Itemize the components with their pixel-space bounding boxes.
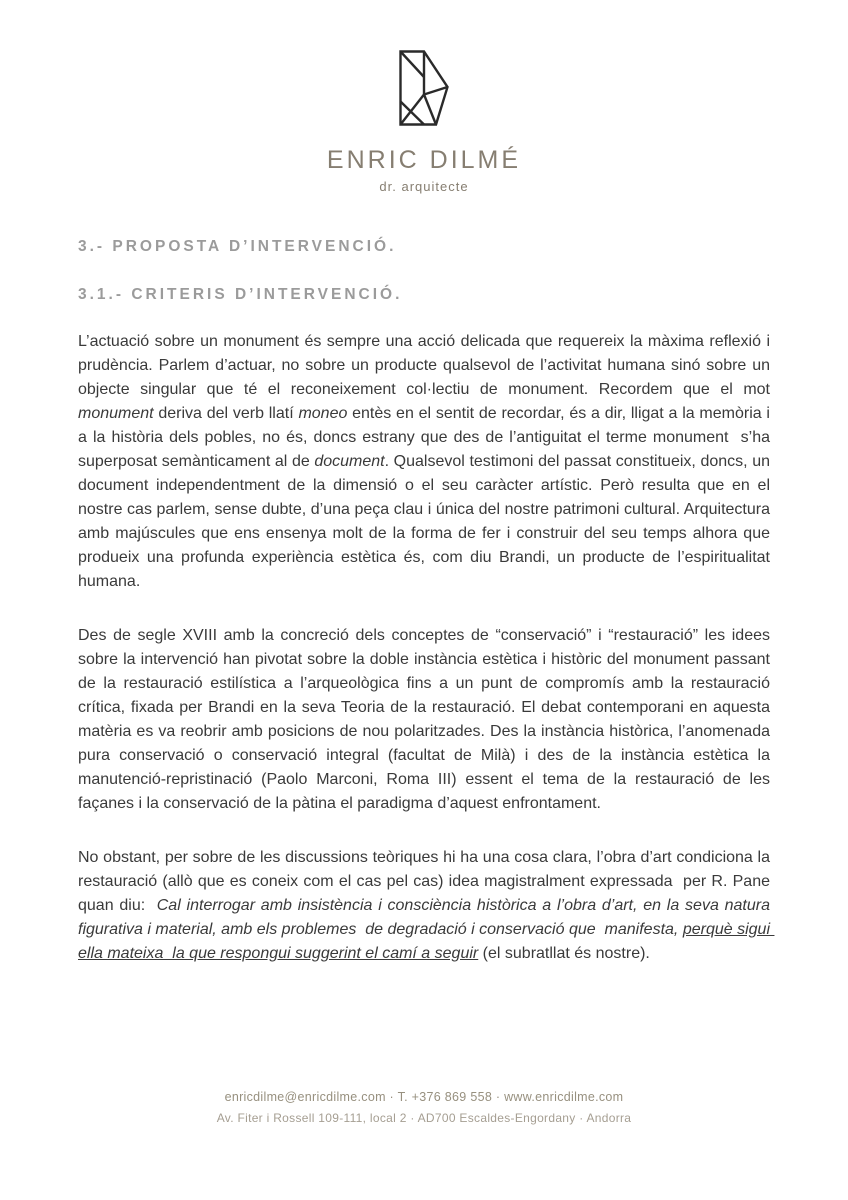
- text-segment: (el subratllat és nostre).: [478, 945, 650, 962]
- text-segment: Des de segle XVIII amb la concreció dels conceptes de “conservació” i “restauració” les idees sobre la intervenció han pivotat sobre la doble instància estètica i històric del monument passant de la restauració estilística a l’arqueològica fins a un punt de compromís amb la restauració crítica, fixada per Brandi en la seva Teoria de la restauració. El debat contemporani en aquesta matèria es va reobrir amb posicions de nou polaritzades. Des la instància històrica, l’anomenada pura conservació o conservació integral (facultat de Milà) i des de la instància estètica la manutenció-repristinació (Paolo Marconi, Roma III) essent el tema de la restauració de les façanes i la conservació de la pàtina el paradigma d’aquest enfrontament.: [78, 627, 775, 812]
- text-segment: document: [314, 453, 385, 470]
- logo-container: [0, 50, 848, 126]
- text-segment: L’actuació sobre un monument és sempre una acció delicada que requereix la màxima reflexió i prudència. Parlem d’actuar, no sobre un producte qualsevol de l’activitat humana sinó sobre un objecte singular que té el reconeixement col·lectiu de monument. Recordem que el mot: [78, 333, 775, 398]
- text-segment: deriva del verb llatí: [153, 405, 299, 422]
- text-segment: Cal interrogar amb insistència i consciència històrica a l’obra d’art, en la seva natura figurativa i material, amb els problemes de degradació i conservació que manifesta,: [78, 897, 775, 938]
- brand-name: ENRIC DILMÉ: [326, 146, 522, 174]
- faceted-letter-d-icon: [399, 50, 449, 126]
- body-paragraph-3: [78, 846, 775, 966]
- section-heading: 3.- PROPOSTA D’INTERVENCIÓ.: [78, 238, 397, 255]
- brand-subtitle: dr. arquitecte: [379, 179, 469, 194]
- letterhead: [0, 0, 848, 194]
- text-segment: entès en el sentit de recordar, és a dir, lligat a la memòria i a la història dels pobles, no és, doncs estrany que des de l’antiguitat el terme monument s’ha superposat semànticament al de: [78, 405, 775, 470]
- text-segment: . Qualsevol testimoni del passat constitueix, doncs, un document independentment de la dimensió o el seu caràcter artístic. Però resulta que en el nostre cas parlem, sense dubte, d’una peça clau i única del nostre patrimoni cultural. Arquitectura amb majúscules que ens ensenya molt de la forma de fer i construir del seu temps alhora que produeix una profunda experiència estètica és, com diu Brandi, un producte de l’espiritualitat humana.: [78, 453, 775, 590]
- letterhead-footer: [0, 1090, 848, 1125]
- text-segment: moneo: [298, 405, 348, 422]
- body-text: [78, 330, 775, 966]
- body-paragraph-1: [78, 330, 775, 594]
- text-segment: perquè sigui ella mateixa la que respongui suggerint el camí a seguir: [78, 921, 775, 962]
- footer-contact-line: enricdilme@enricdilme.com · T. +376 869 558 · www.enricdilme.com: [224, 1090, 624, 1104]
- body-paragraph-2: [78, 624, 775, 816]
- footer-address-line: Av. Fiter i Rossell 109-111, local 2 · AD700 Escaldes-Engordany · Andorra: [216, 1111, 632, 1125]
- document-body: [78, 238, 775, 966]
- subsection-heading: 3.1.- CRITERIS D’INTERVENCIÓ.: [78, 286, 403, 303]
- text-segment: monument: [78, 405, 154, 422]
- text-segment: No obstant, per sobre de les discussions teòriques hi ha una cosa clara, l’obra d’art condiciona la restauració (allò que es coneix com el cas pel cas) idea magistralment expressada per R. Pane quan diu:: [78, 849, 775, 914]
